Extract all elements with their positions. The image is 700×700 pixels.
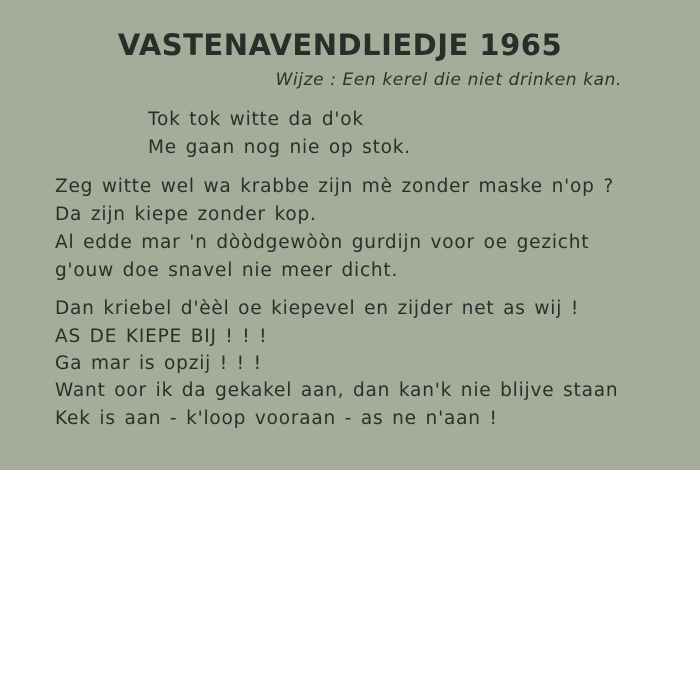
refrain-line: Tok tok witte da d'ok — [148, 109, 364, 130]
verse-line: Ga mar is opzij ! ! ! — [55, 353, 262, 374]
verse-line: Da zijn kiepe zonder kop. — [55, 204, 317, 225]
refrain-line: Me gaan nog nie op stok. — [148, 137, 411, 158]
verse-line: Al edde mar 'n dòòdgewòòn gurdijn voor oe gezicht — [55, 232, 590, 253]
verse-line: Kek is aan - k'loop vooraan - as ne n'aan ! — [55, 408, 498, 429]
verse-line: Dan kriebel d'èèl oe kiepevel en zijder net as wij ! — [55, 298, 580, 319]
verse-line: g'ouw doe snavel nie meer dicht. — [55, 260, 399, 281]
verse-line: AS DE KIEPE BIJ ! ! ! — [55, 326, 268, 347]
verse-line: Zeg witte wel wa krabbe zijn mè zonder maske n'op ? — [55, 176, 614, 197]
song-title: VASTENAVENDLIEDJE 1965 — [117, 28, 563, 62]
tune-note: Wijze : Een kerel die niet drinken kan. — [275, 70, 622, 90]
verse-line: Want oor ik da gekakel aan, dan kan'k nie blijve staan — [55, 380, 619, 401]
